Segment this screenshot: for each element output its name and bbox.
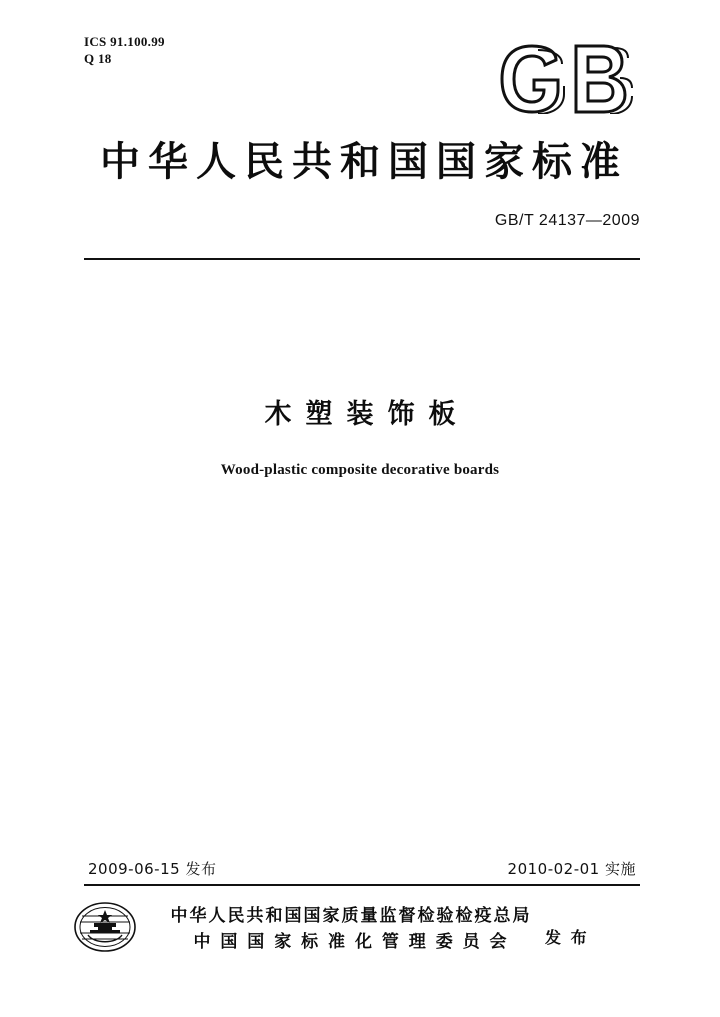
divider-top [84,258,640,260]
ics-classification-block [84,33,165,67]
ics-code: ICS 91.100.99 [84,34,165,49]
subject-title-en: Wood-plastic composite decorative boards [220,462,500,478]
publish-label: 发 布 [545,928,589,947]
page-title: 中华人民共和国国家标准 [100,139,628,185]
gb-logo-icon [496,44,642,114]
subject-title-cn: 木塑装饰板 [264,399,470,430]
issuer-line-1: 中华人民共和国国家质量监督检验检疫总局 [170,906,532,926]
divider-bottom [84,884,640,886]
ics-category-code: Q 18 [84,51,112,66]
issuing-organization [156,903,546,955]
national-emblem-icon [74,902,136,952]
standard-number: GB/T 24137—2009 [494,212,640,229]
implementation-date: 2010-02-01 实施 [507,860,636,878]
issuer-line-2: 中 国 国 家 标 准 化 管 理 委 员 会 [193,932,509,952]
issue-date: 2009-06-15 发布 [88,860,217,878]
